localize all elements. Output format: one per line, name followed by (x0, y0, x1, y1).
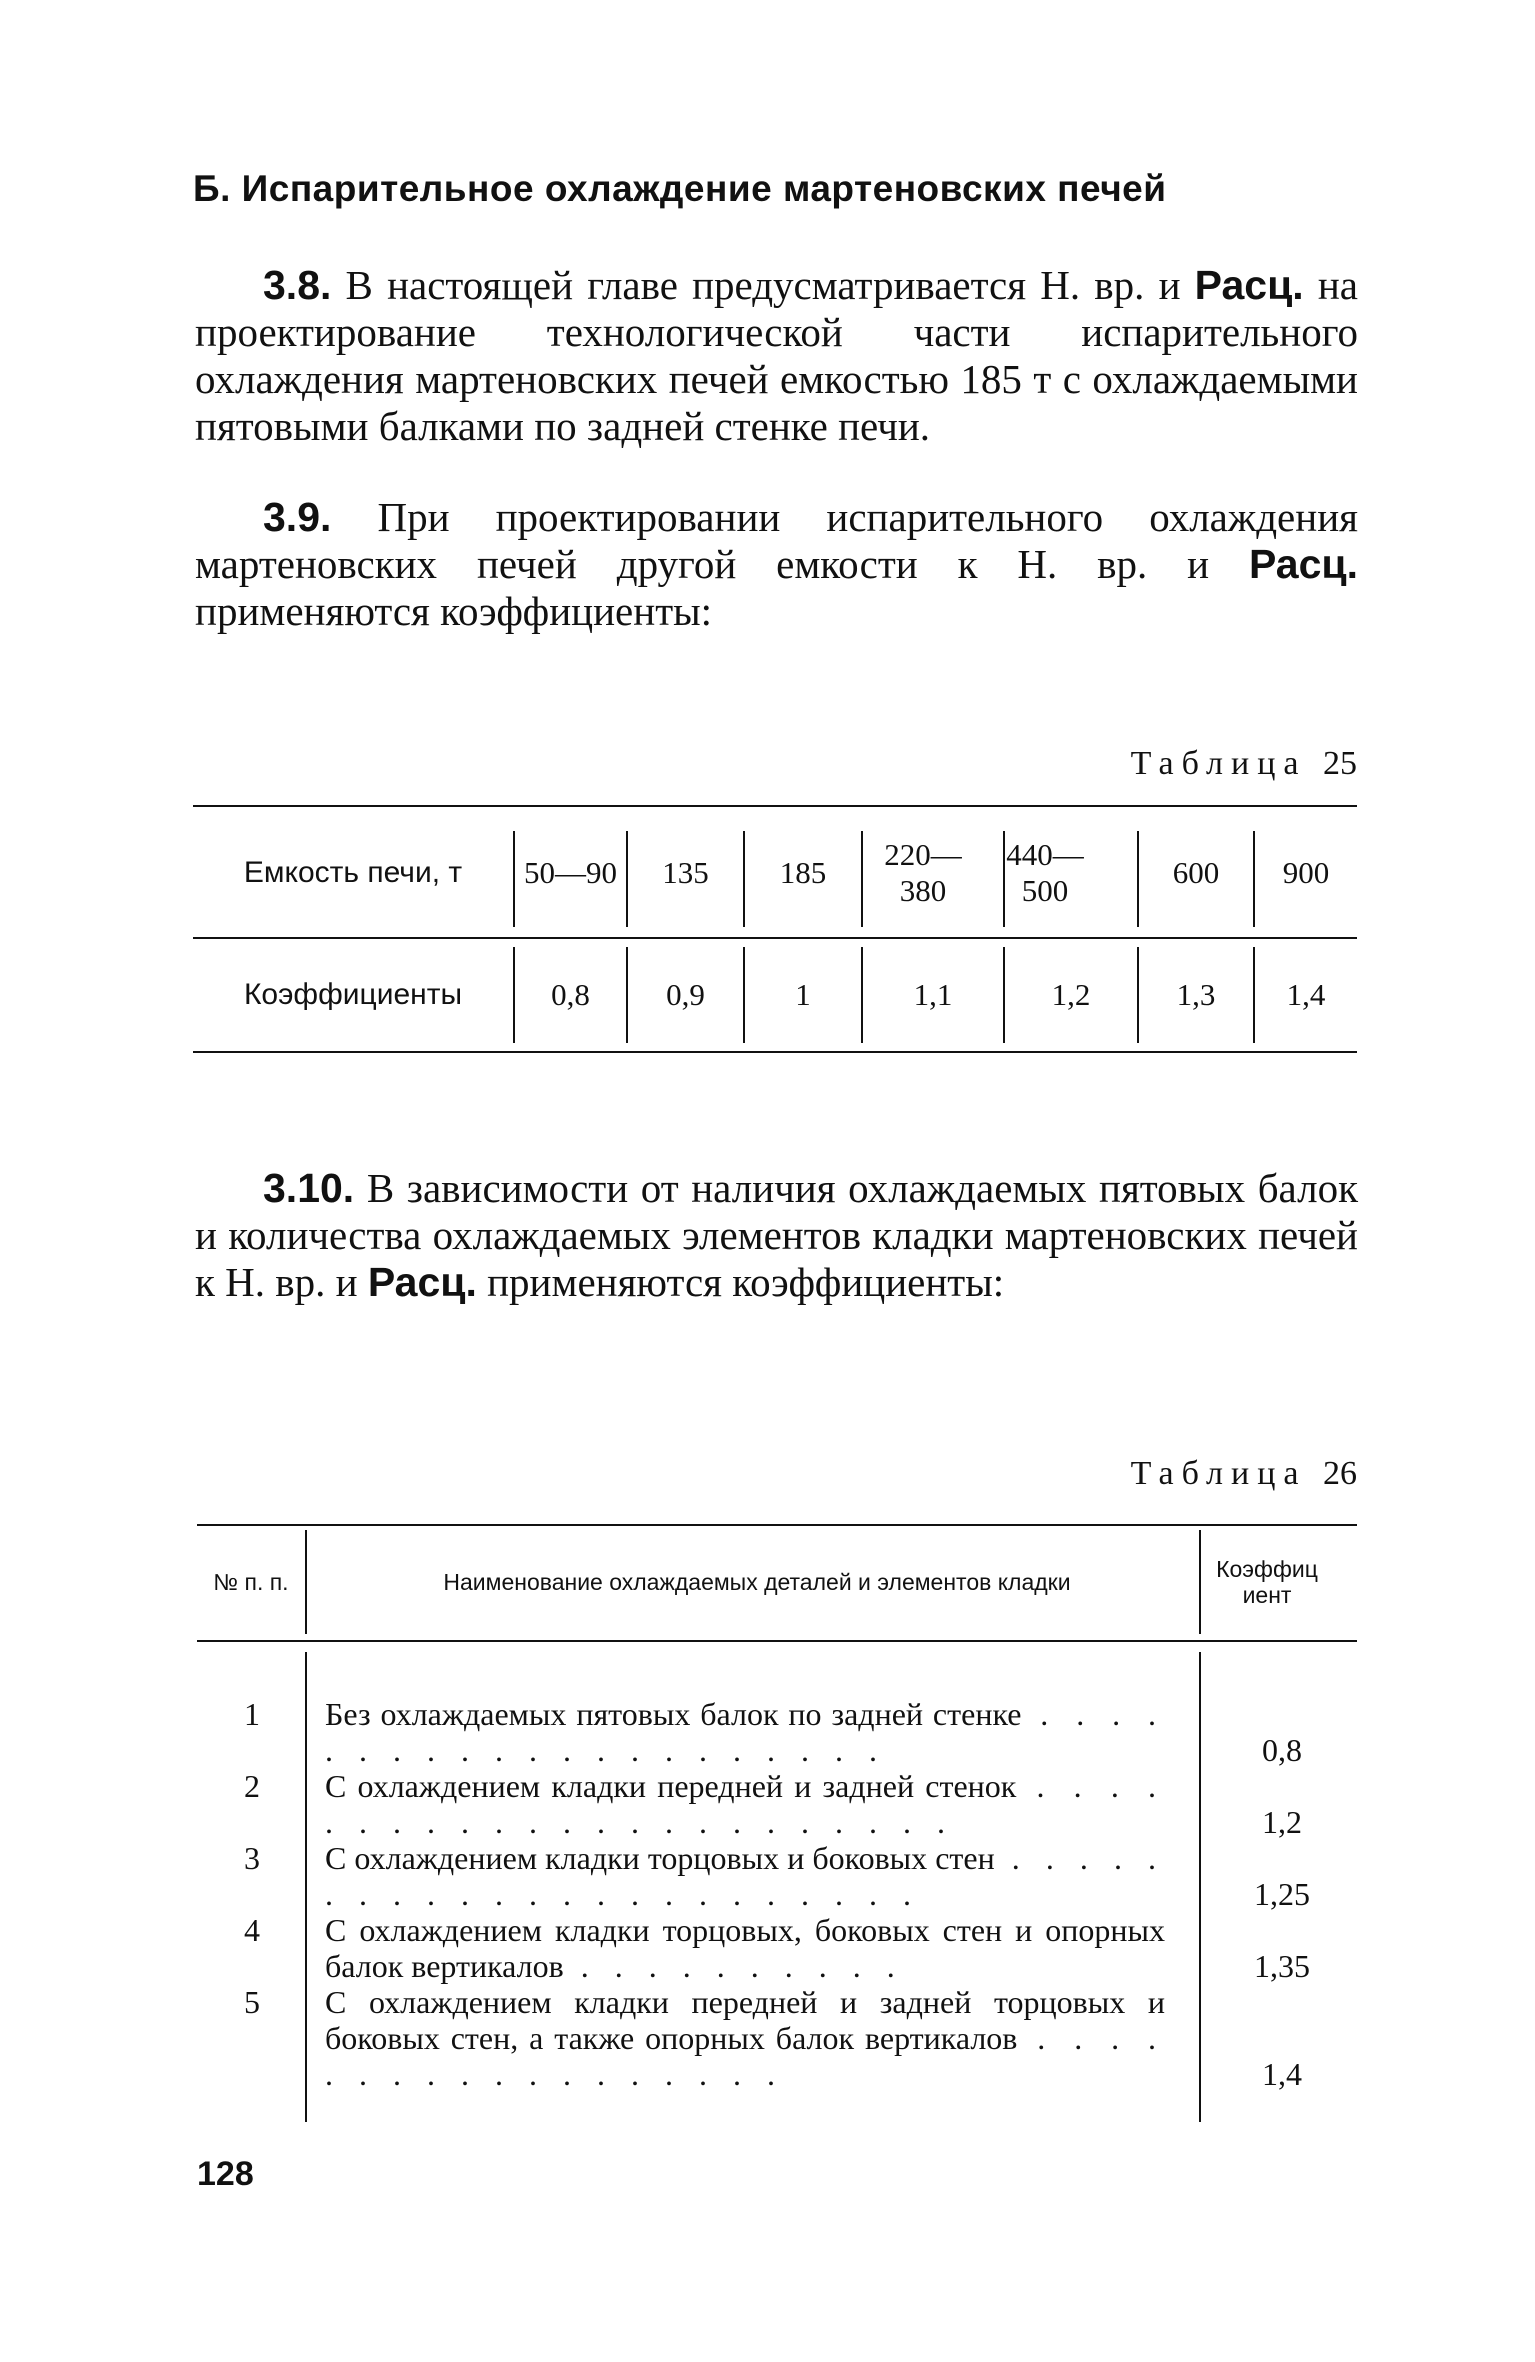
row-text: С охлаждением кладки передней и задней торцовых и боковых стен, а также опорных балок вертикалов (325, 1984, 1165, 2056)
row-text: С охлаждением кладки торцовых, боковых стен и опорных балок вертикалов (325, 1912, 1165, 1984)
paragraph-3-9 (195, 494, 1358, 635)
bold-term: Расц. (1194, 262, 1304, 308)
capacity-cell: 185 (779, 855, 827, 890)
table-26-caption (1131, 1455, 1357, 1493)
row-text: Без охлаждаемых пятовых балок по задней стенке (325, 1696, 1022, 1732)
row-coefficient: 1,25 (1254, 1876, 1310, 1912)
row-coefficient: 1,2 (1262, 1804, 1302, 1840)
coefficient-cell: 1,1 (913, 977, 953, 1012)
caption-label: Таблица (1130, 1455, 1307, 1492)
row-text: С охлаждением кладки передней и задней стенок (325, 1768, 1017, 1804)
coefficients-label: Коэффициенты (243, 978, 463, 1011)
row-coefficient: 1,35 (1254, 1948, 1310, 1984)
header-number: № п. п. (213, 1569, 289, 1595)
paragraph-text: применяются коэффициенты: (476, 1259, 1005, 1305)
coefficient-cell: 1,2 (1051, 977, 1091, 1012)
capacity-cell: 600 (1172, 855, 1220, 890)
bold-term: Расц. (1248, 541, 1358, 587)
capacity-cell: 440— 500 (1006, 837, 1084, 908)
row-text: С охлаждением кладки торцовых и боковых стен (325, 1840, 995, 1876)
paragraph-text: В зависимости от наличия охлаждаемых пятовых балок и количества охлаждаемых элементов кладки мартеновских печей к Н. вр. и (195, 1165, 1358, 1305)
caption-label: Таблица (1130, 745, 1307, 782)
leader-dots: . . . . . . . . . . . . . . . . . . . . . . . (325, 1840, 1166, 1912)
paragraph-text: на проектирование технологической части испарительного охлаждения мартеновских печей емкостью 185 т с охлаждаемыми пятовыми балками по задней стенке печи. (195, 262, 1358, 449)
capacity-cell: 50—90 (524, 855, 617, 890)
paragraph-number: 3.8. (263, 262, 332, 308)
row-coefficient: 0,8 (1262, 1732, 1302, 1768)
caption-number: 25 (1323, 745, 1357, 782)
paragraph-text: В настоящей главе предусматривается Н. вр. и (331, 262, 1195, 308)
section-title: Б. Испарительное охлаждение мартеновских печей (193, 168, 1167, 209)
row-number: 1 (244, 1696, 260, 1732)
coefficient-cell: 1 (795, 977, 811, 1012)
leader-dots: . . . . . . . . . . . . . . . . . . . . . . . (325, 1768, 1166, 1840)
bold-term: Расц. (367, 1259, 477, 1305)
header-coefficient: Коэффициент (1216, 1556, 1318, 1608)
capacity-label: Емкость печи, т (243, 856, 463, 889)
row-number: 4 (244, 1912, 260, 1948)
coefficient-cell: 1,4 (1286, 977, 1326, 1012)
row-coefficient: 1,4 (1262, 2056, 1302, 2092)
paragraph-text: применяются коэффициенты: (195, 588, 713, 634)
caption-number: 26 (1323, 1455, 1357, 1492)
capacity-cell: 135 (662, 855, 709, 890)
paragraph-number: 3.9. (263, 494, 332, 540)
row-number: 2 (244, 1768, 260, 1804)
row-description (325, 1696, 1165, 1768)
row-number: 3 (244, 1840, 260, 1876)
leader-dots: . . . . . . . . . . . . . . . . . . . . . (325, 1696, 1166, 1768)
leader-dots: . . . . . . . . . . . . . . . . . . (325, 2020, 1165, 2092)
row-description (325, 1768, 1165, 1840)
capacity-cell: 900 (1282, 855, 1330, 890)
paragraph-number: 3.10. (263, 1165, 355, 1211)
capacity-cell: 220— 380 (884, 837, 962, 908)
paragraph-3-8 (195, 262, 1358, 450)
table-25 (193, 805, 1357, 1055)
header-name: Наименование охлаждаемых деталей и элементов кладки (443, 1569, 1071, 1595)
row-description (325, 1912, 1165, 1984)
row-number: 5 (244, 1984, 260, 2020)
paragraph-3-10 (195, 1165, 1358, 1306)
row-description (325, 1984, 1165, 2092)
row-description (325, 1840, 1165, 1912)
leader-dots: . . . . . . . . . . (563, 1948, 904, 1984)
coefficient-cell: 0,8 (551, 977, 590, 1012)
table-25-caption (1131, 745, 1357, 783)
page-number: 128 (197, 2155, 254, 2193)
table-26 (197, 1524, 1357, 2134)
coefficient-cell: 1,3 (1176, 977, 1216, 1012)
coefficient-cell: 0,9 (666, 977, 705, 1012)
paragraph-text: При проектировании испарительного охлаждения мартеновских печей другой емкости к Н. вр. и (195, 494, 1358, 587)
